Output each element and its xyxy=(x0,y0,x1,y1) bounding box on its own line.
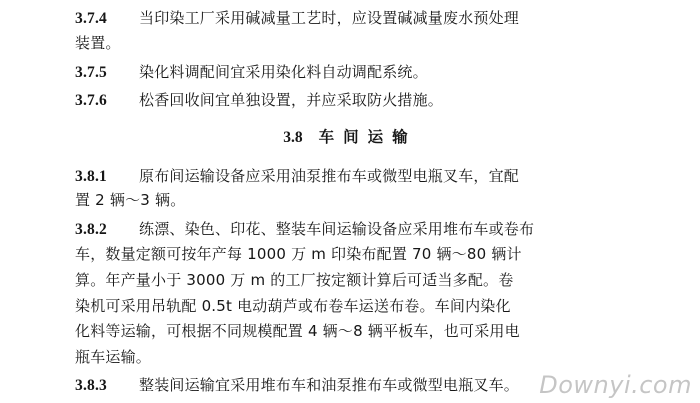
clause-3-7-4 xyxy=(75,8,519,29)
clause-number: 3.7.5 xyxy=(75,64,107,81)
clause-text: 化料等运输，可根据不同规模配置 4 辆～8 辆平板车，也可采用电 xyxy=(75,322,520,340)
clause-number: 3.7.4 xyxy=(75,10,107,27)
clause-continuation xyxy=(75,270,513,290)
clause-text: 原布间运输设备应采用油泵推布车或微型电瓶叉车，宜配 xyxy=(139,167,520,185)
section-heading xyxy=(0,127,700,148)
clause-text: 装置。 xyxy=(75,34,121,52)
clause-text: 瓶车运输。 xyxy=(75,348,152,366)
clause-continuation xyxy=(75,190,185,210)
section-title: 车间运输 xyxy=(318,128,417,146)
clause-continuation xyxy=(75,296,511,316)
clause-text: 练漂、染色、印花、整装车间运输设备应采用堆布车或卷布 xyxy=(139,220,535,238)
clause-continuation xyxy=(75,33,121,53)
clause-continuation xyxy=(75,321,520,341)
clause-text: 整装间运输宜采用堆布车和油泵推布车或微型电瓶叉车。 xyxy=(139,376,520,394)
clause-3-7-6 xyxy=(75,90,443,111)
clause-continuation xyxy=(75,347,151,367)
clause-text: 当印染工厂采用碱减量工艺时，应设置碱减量废水预处理 xyxy=(139,9,520,27)
clause-text: 染化料调配间宜采用染化料自动调配系统。 xyxy=(139,63,428,81)
section-number: 3.8 xyxy=(283,129,303,146)
clause-number: 3.8.3 xyxy=(75,377,107,394)
clause-text: 置 2 辆～3 辆。 xyxy=(75,191,186,209)
clause-text: 车，数量定额可按年产每 1000 万 m 印染布配置 70 辆～80 辆计 xyxy=(75,245,522,263)
clause-number: 3.7.6 xyxy=(75,92,107,109)
clause-text: 松香回收间宜单独设置，并应采取防火措施。 xyxy=(139,91,444,109)
clause-3-8-1 xyxy=(75,166,519,187)
clause-number: 3.8.1 xyxy=(75,168,107,185)
clause-3-8-2 xyxy=(75,219,534,240)
clause-continuation xyxy=(75,244,522,264)
clause-text: 算。年产量小于 3000 万 m 的工厂按定额计算后可适当多配。卷 xyxy=(75,271,514,289)
clause-3-8-3 xyxy=(75,375,519,396)
watermark-logo: Downyi.com xyxy=(539,371,692,399)
clause-number: 3.8.2 xyxy=(75,221,107,238)
clause-3-7-5 xyxy=(75,62,428,83)
clause-text: 染机可采用吊轨配 0.5t 电动葫芦或布卷车运送布卷。车间内染化 xyxy=(75,297,511,315)
